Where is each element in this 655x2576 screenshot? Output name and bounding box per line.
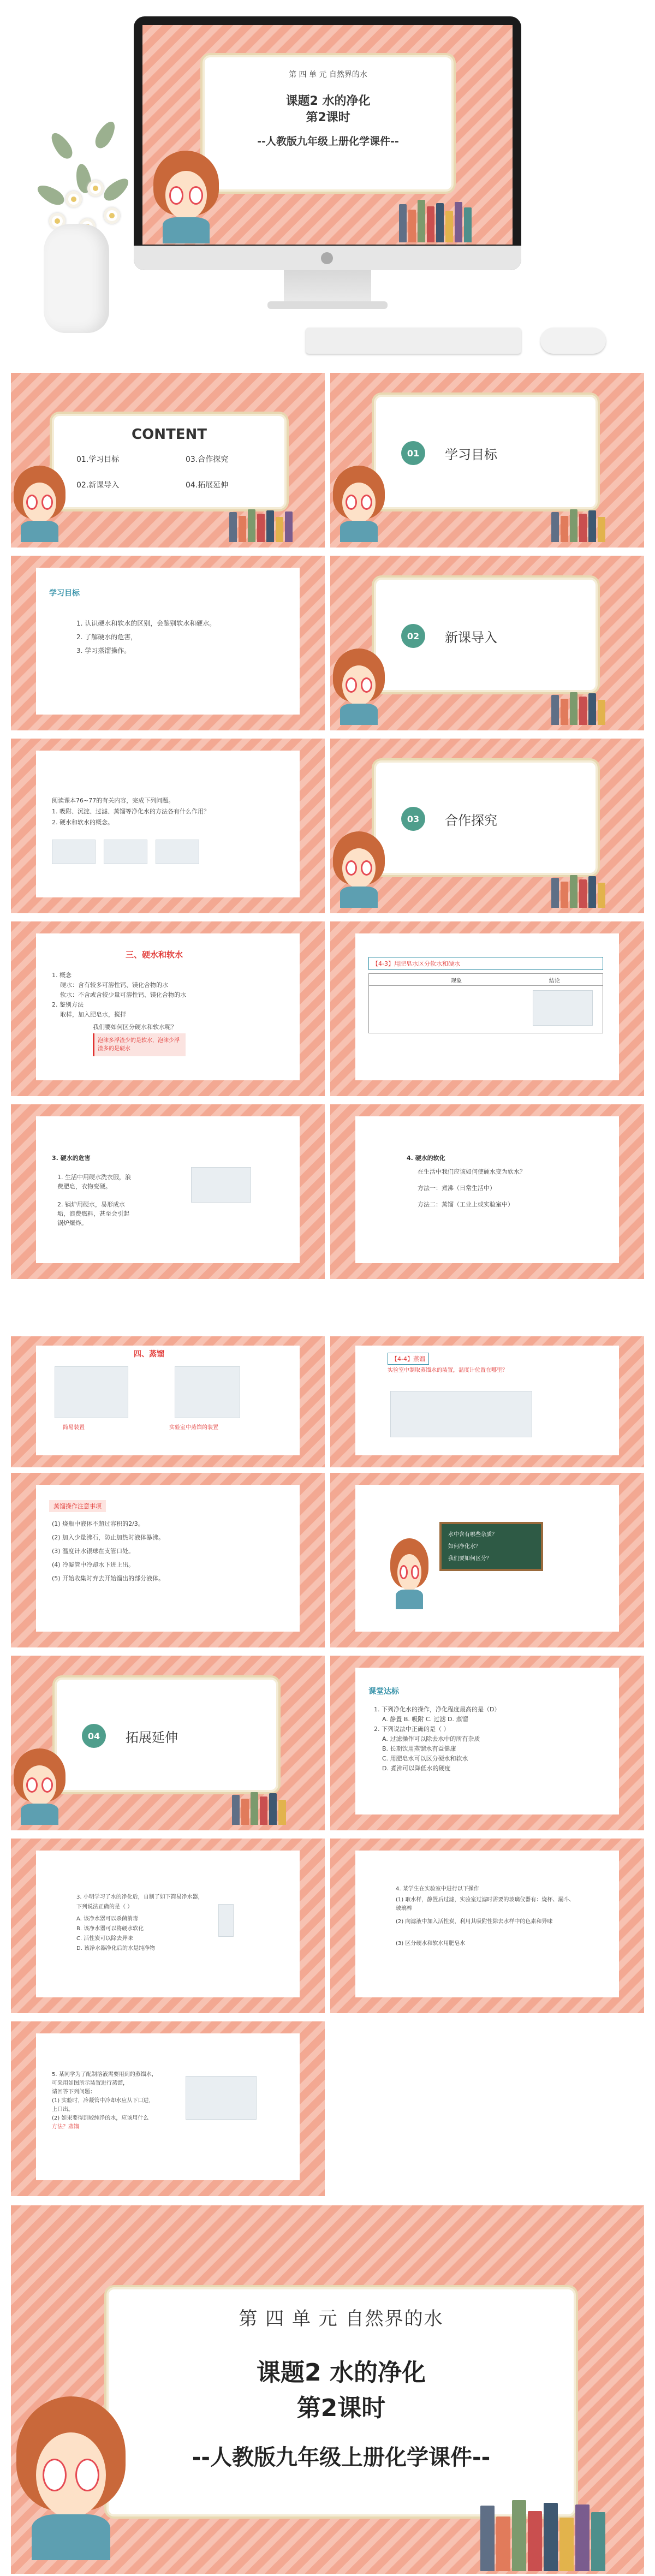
section-number: 01 [401, 441, 425, 465]
mouse [540, 328, 606, 354]
intro-line: 1. 吸附、沉淀、过滤、蒸馏等净化水的方法各有什么作用？ [52, 808, 210, 815]
slide-distill-2 [330, 1336, 644, 1467]
goal-item: 3. 学习蒸馏操作。 [76, 647, 131, 655]
hardwater-line: 软水：不含或含较少量可溶性钙、镁化合物的水 [60, 991, 186, 998]
q4-line: 4. 某学生在实验室中进行以下操作 [396, 1886, 479, 1892]
monitor [134, 16, 521, 270]
q4-line: (2) 向滤液中加入活性炭，利用其吸附性除去水样中的色素和异味 [396, 1919, 553, 1925]
section-number: 04 [82, 1724, 106, 1748]
q3-line: B. 该净水器可以将硬水软化 [76, 1926, 144, 1932]
goals-heading: 学习目标 [49, 589, 80, 598]
books-decoration [551, 509, 605, 542]
girl-illustration [390, 1538, 428, 1609]
practice-line: 2. 下列说法中正确的是（ ） [374, 1726, 450, 1733]
slide-section-04 [11, 1656, 325, 1830]
apparatus-image [390, 1391, 532, 1437]
practice-line: C. 用肥皂水可以区分硬水和软水 [382, 1755, 468, 1762]
hardwater-line: 1. 概念 [52, 972, 72, 979]
practice-line: B. 长期饮用蒸馏水有益健康 [382, 1745, 456, 1752]
section-title: 拓展延伸 [126, 1730, 178, 1745]
section-title: 学习目标 [445, 447, 497, 462]
notes-title: 蒸馏操作注意事项 [49, 1500, 106, 1512]
chalkboard-line: 我们要如何区分？ [448, 1556, 492, 1562]
section-title: 合作探究 [445, 813, 497, 828]
note-item: (4) 冷凝管中冷却水下进上出。 [52, 1561, 135, 1568]
harm-line: 1. 生活中用硬水洗衣服，浪费肥皂，衣物变硬。 [57, 1174, 131, 1191]
table-header: 现象 [451, 978, 462, 984]
goal-item: 1. 认识硬水和软水的区别，会鉴别软水和硬水。 [76, 620, 216, 627]
practice-line: A. 过滤操作可以除去水中的所有杂质 [382, 1735, 480, 1742]
cover-tagline: --人教版九年级上册化学课件-- [192, 2445, 491, 2470]
q5-line: (2) 如果要得到较纯净的水，应该用什么 [52, 2115, 149, 2121]
books-decoration [551, 692, 605, 725]
slide-section-02 [330, 556, 644, 730]
girl-illustration [333, 649, 385, 725]
soften-method: 方法一：煮沸（日常生活中） [418, 1185, 496, 1192]
books-decoration [480, 2500, 605, 2571]
girl-illustration [333, 831, 385, 908]
slide-hardwater [11, 921, 325, 1096]
flower-vase [33, 98, 142, 338]
apparatus-caption: 实验室中蒸馏的装置 [169, 1425, 218, 1431]
photo [52, 840, 96, 864]
photo [533, 990, 593, 1026]
slide-goals [11, 556, 325, 730]
apparatus-image [186, 2076, 257, 2120]
girl-illustration [16, 2396, 126, 2560]
cover-subtitle: 第2课时 [306, 111, 350, 124]
soften-question: 在生活中我们应该如何使硬水变为软水？ [418, 1168, 526, 1175]
slide-soften [330, 1104, 644, 1279]
books-decoration [399, 200, 472, 242]
slide-section-01 [330, 373, 644, 548]
distill-heading: 四、蒸馏 [134, 1350, 164, 1359]
goal-item: 2. 了解硬水的危害， [76, 633, 138, 641]
soften-method: 方法二：蒸馏（工业上或实验室中） [418, 1201, 514, 1208]
q3-line: C. 活性炭可以除去异味 [76, 1936, 133, 1942]
slide-experiment [330, 921, 644, 1096]
contents-item: 01.学习目标 [76, 455, 120, 464]
slide-chalkboard [330, 1473, 644, 1647]
photo [156, 840, 199, 864]
cover-unit: 第 四 单 元 自然界的水 [289, 70, 367, 79]
section-number: 02 [401, 624, 425, 648]
practice-line: A. 静置 B. 吸附 C. 过滤 D. 蒸馏 [382, 1716, 468, 1723]
contents-item: 03.合作探究 [186, 455, 229, 464]
table-header: 结论 [549, 978, 560, 984]
apparatus-image [55, 1366, 128, 1418]
slide-harm [11, 1104, 325, 1279]
q5-line: 可采用如图所示装置进行蒸馏， [52, 2080, 128, 2086]
experiment-table [368, 973, 603, 1033]
slide-q3 [11, 1839, 325, 2013]
slide-q4 [330, 1839, 644, 2013]
q3-line: D. 该净水器净化后的水是纯净物 [76, 1946, 156, 1952]
note-item: (3) 温度计水银球在支管口处。 [52, 1548, 135, 1555]
cover-tagline: --人教版九年级上册化学课件-- [257, 135, 399, 147]
contents-heading: CONTENT [132, 426, 207, 443]
books-decoration [229, 509, 293, 542]
girl-illustration [14, 466, 66, 542]
note-item: (5) 开始收集时弃去开始馏出的部分液体。 [52, 1575, 165, 1582]
practice-line: 1. 下列净化水的操作，净化程度最高的是（D） [374, 1706, 501, 1713]
apparatus-image [175, 1366, 240, 1418]
note-item: (2) 加入少量沸石，防止加热时液体暴沸。 [52, 1534, 165, 1541]
q5-line: (1) 实验时，冷凝管中冷却水应从下口进， [52, 2098, 154, 2104]
hardwater-line: 2. 鉴别方法 [52, 1001, 84, 1008]
cover-title: 课题2 水的净化 [257, 2359, 426, 2387]
harm-line: 2. 锅炉用硬水，易形成水垢，浪费燃料，甚至会引起锅炉爆炸。 [57, 1201, 129, 1227]
practice-line: D. 煮沸可以降低水的硬度 [382, 1765, 451, 1772]
slide-cover-large [11, 2205, 644, 2574]
hardwater-answer: 泡沫多浮渣少的是软水，泡沫少浮渣多的是硬水 [93, 1033, 186, 1056]
girl-illustration [333, 466, 385, 542]
contents-item: 02.新课导入 [76, 481, 120, 490]
slide-practice [330, 1656, 644, 1830]
cover-slide-preview [142, 25, 513, 245]
cover-title: 课题2 水的净化 [285, 94, 371, 108]
practice-heading: 课堂达标 [368, 1687, 399, 1696]
cover-subtitle: 第2课时 [296, 2394, 386, 2422]
filter-image [218, 1904, 234, 1937]
distill2-text: 实验室中制取蒸馏水的装置，温度计位置在哪里？ [388, 1367, 508, 1373]
hardwater-question: 我们要如何区分硬水和软水呢？ [93, 1024, 177, 1031]
contents-item: 04.拓展延伸 [186, 481, 229, 490]
chalkboard [439, 1522, 543, 1571]
hero-mockup [0, 0, 655, 360]
distill2-title: 【4-4】蒸馏 [388, 1353, 429, 1365]
q4-line: (1) 取水样，静置后过滤，实验室过滤时需要的玻璃仪器有：烧杯、漏斗、玻璃棒 [396, 1897, 575, 1912]
hardwater-line: 硬水：含有较多可溶性钙、镁化合物的水 [60, 981, 168, 989]
books-decoration [551, 875, 605, 908]
section-number: 03 [401, 807, 425, 831]
keyboard [306, 328, 521, 354]
q5-line: 5. 某同学为了配制溶液需要用到的蒸馏水， [52, 2072, 157, 2078]
section-title: 新课导入 [445, 630, 497, 645]
intro-line: 2. 硬水和软水的概念。 [52, 819, 114, 826]
apparatus-caption: 简易装置 [63, 1425, 85, 1431]
q3-line: 3. 小明学习了水的净化后，自制了如下简易净水器， [76, 1894, 204, 1900]
harm-heading: 3. 硬水的危害 [52, 1155, 91, 1162]
q5-line: 方法？蒸馏 [52, 2124, 79, 2130]
chalkboard-line: 水中含有哪些杂质？ [448, 1532, 497, 1538]
slide-q5 [11, 2021, 325, 2196]
slide-contents [11, 373, 325, 548]
girl-illustration [14, 1748, 66, 1825]
q3-line: A. 该净水器可以杀菌消毒 [76, 1916, 139, 1922]
q5-line: 上口出。 [52, 2107, 74, 2113]
slide-section-03 [330, 739, 644, 913]
photo [191, 1167, 251, 1203]
soften-heading: 4. 硬水的软化 [407, 1155, 445, 1162]
intro-line: 阅读课本76~77的有关内容，完成下列问题。 [52, 797, 175, 804]
slide-distill [11, 1336, 325, 1467]
q4-line: (3) 区分硬水和软水用肥皂水 [396, 1941, 466, 1947]
apple-logo-icon [321, 252, 333, 264]
note-item: (1) 烧瓶中液体不超过容积的2/3。 [52, 1520, 144, 1527]
chalkboard-line: 如何净化水？ [448, 1544, 481, 1550]
q5-line: 请回答下列问题： [52, 2089, 96, 2095]
hardwater-line: 取样，加入肥皂水，搅拌 [60, 1011, 126, 1018]
cover-unit: 第 四 单 元 自然界的水 [239, 2308, 444, 2330]
girl-illustration [153, 151, 219, 243]
experiment-title: 【4-3】用肥皂水区分软水和硬水 [368, 957, 603, 970]
books-decoration [232, 1792, 286, 1825]
slide-intro [11, 739, 325, 913]
q3-line: 下列说法正确的是（ ） [76, 1904, 133, 1910]
photo [104, 840, 147, 864]
slide-notes [11, 1473, 325, 1647]
hardwater-heading: 三、硬水和软水 [126, 950, 183, 960]
